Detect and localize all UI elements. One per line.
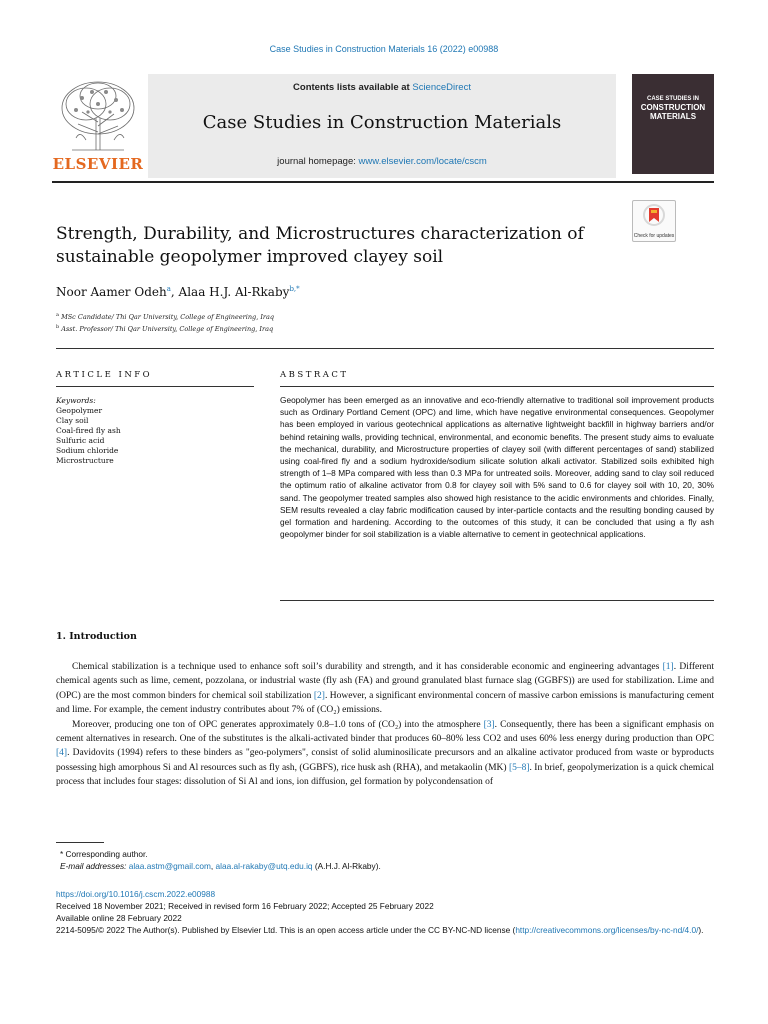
introduction-body <box>56 660 714 790</box>
keywords-label: Keywords: <box>56 396 96 405</box>
abstract-rule <box>280 386 714 387</box>
received-dates: Received 18 November 2021; Received in revised form 16 February 2022; Accepted 25 February 2022 <box>56 901 434 911</box>
journal-cover-thumbnail[interactable] <box>632 74 714 174</box>
cover-line-2: CONSTRUCTION MATERIALS <box>640 103 706 121</box>
affiliation <box>56 312 274 321</box>
homepage-link[interactable]: www.elsevier.com/locate/cscm <box>358 156 487 167</box>
email-suffix: (A.H.J. Al-Rkaby). <box>312 861 381 871</box>
author-name[interactable]: Noor Aamer Odeh <box>56 285 167 299</box>
paragraph-text: . Consequently, there has been a significant emphasis on cement alternatives in research. One of the substitutes is the alkali-activated binder that produces 60–80% less CO2 and uses 60% less energy during production than OPC <box>56 719 715 745</box>
article-divider <box>56 348 714 349</box>
abstract-text: Geopolymer has been emerged as an innovative and eco-friendly alternative to traditional soil improvement products such as Ordinary Portland Cement (OPC) and lime, which have negative environmental consequences. Geopolymer has been employed in various geotechnical applications as alternative lightweight backfill in highway barriers and/or behind retaining walls, providing technical, environmental, and economic benefits. The present study aims to evaluate the mechanical, durability, and Microstructure properties of clayey soil (with different percentages of sand) stabilized using coal-fired fly and a sodium hydroxide/sodium silicate solution alkali activator. Stabilized soils exhibited high strength of 1–8 MPa compared with less than 0.3 MPa for untreated soils. Moreover, adding sand to clay soil reduced the optimum ratio of alkaline activator from 0.8 for clayey soil with 5% sand to 0.6 for clayey soil with 10, 20, 30% sand. The geopolymer treated samples also showed high resistance to the acidic environments and chlorides. Finally, SEM results revealed a clay fabric modification caused by inter-particle contacts and the resulting bonding caused by gel formation and hardening. According to the outcomes of this study, it can be concluded that using a fly ash geopolymer binder for soil stabilization is a viable alternative to cement in geotechnical applications. <box>280 395 714 540</box>
affiliation-marker: a <box>56 312 59 318</box>
check-for-updates-label: Check for updates <box>633 232 675 239</box>
email-line <box>56 860 714 872</box>
affiliation-text: Asst. Professor/ Thi Qar University, College of Engineering, Iraq <box>61 325 274 334</box>
keyword: Geopolymer <box>56 406 103 415</box>
bookmark-icon <box>633 201 675 231</box>
sciencedirect-link[interactable]: ScienceDirect <box>412 82 471 93</box>
keyword: Sulfuric acid <box>56 436 105 445</box>
keyword: Sodium chloride <box>56 446 119 455</box>
doi-link[interactable]: https://doi.org/10.1016/j.cscm.2022.e00988 <box>56 889 216 899</box>
license-text: 2214-5095/© 2022 The Author(s). Published by Elsevier Ltd. This is an open access article under the CC BY-NC-ND license ( <box>56 925 516 935</box>
keyword: Microstructure <box>56 456 114 465</box>
journal-reference[interactable]: Case Studies in Construction Materials 16 (2022) e00988 <box>269 44 499 54</box>
paragraph <box>56 660 714 718</box>
keyword: Coal-fired fly ash <box>56 426 121 435</box>
paragraph-text: . Davidovits (1994) refers to these binders as "geo-polymers", consist of solid aluminosilicate precursors and an alkaline activator produced from waste or byproducts possessing high amorphous Si and Al resources such as fly ash, (GGBFS), rice husk ash (RHA), and metakaolin (MK) <box>56 748 714 773</box>
article-info-heading: ARTICLE INFO <box>56 370 153 380</box>
citation-link[interactable]: [2] <box>313 690 325 701</box>
affiliation <box>56 324 273 333</box>
keyword: Clay soil <box>56 416 89 425</box>
paragraph-text: . However, a significant environmental concern of massive carbon emissions is manufacturing cement and lime. For example, the cement industry contributes about 7% of (CO₂) emissions. <box>56 690 715 716</box>
article-title: Strength, Durability, and Microstructures characterization of sustainable geopolymer improved clayey soil <box>56 224 584 267</box>
homepage-line <box>148 156 616 167</box>
paragraph-text: . Different chemical agents such as lime, cement, pozzolana, or industrial waste (fly ash (FA) and ground granulated blast furnace slag (GGBFS)) are used for stabilization. Lime and (OPC) are the most common binders for chemical soil stabilization <box>56 662 714 701</box>
corresponding-author-note: * Corresponding author. <box>60 849 148 859</box>
keywords-list <box>56 396 121 466</box>
email-separator: , <box>210 861 216 871</box>
affiliation-text: MSc Candidate/ Thi Qar University, College of Engineering, Iraq <box>61 313 275 322</box>
citation-link[interactable]: [3] <box>483 719 495 730</box>
citation-link[interactable]: [4] <box>56 748 68 759</box>
available-online: Available online 28 February 2022 <box>56 913 182 923</box>
paragraph-text: . In brief, geopolymerization is a quick chemical process that includes four stages: dissolution of Si Al and ions, ion diffusion, gel formation by polycondensation of <box>56 762 714 788</box>
abstract-bottom-rule <box>280 600 714 601</box>
elsevier-wordmark: ELSEVIER <box>52 155 144 173</box>
journal-name: Case Studies in Construction Materials <box>202 112 562 133</box>
cover-title <box>636 96 710 121</box>
cover-line-1: CASE STUDIES IN <box>646 96 699 102</box>
abstract-heading: ABSTRACT <box>280 370 349 380</box>
paragraph <box>56 718 714 790</box>
header-divider <box>52 181 714 183</box>
license-text-end: ). <box>698 925 704 935</box>
contents-line <box>148 82 616 93</box>
homepage-prefix: journal homepage: <box>277 156 359 167</box>
email-link[interactable]: alaa.astm@gmail.com <box>128 861 211 871</box>
paragraph-text: Chemical stabilization is a technique used to enhance soft soil’s durability and strength, and it has considerable economic and engineering advantages <box>72 662 663 672</box>
contents-prefix: Contents lists available at <box>293 82 413 93</box>
author-list <box>56 285 300 299</box>
affiliation-marker: b <box>56 324 60 330</box>
publication-info <box>56 888 714 936</box>
footnotes <box>56 848 714 872</box>
email-link[interactable]: alaa.al-rakaby@utq.edu.iq <box>215 861 313 871</box>
citation-link[interactable]: [5–8] <box>508 762 530 773</box>
check-for-updates-badge[interactable] <box>632 200 676 242</box>
license-statement <box>56 924 714 936</box>
license-link[interactable]: http://creativecommons.org/licenses/by-nc-nd/4.0/ <box>515 925 699 935</box>
footnote-rule <box>56 842 104 843</box>
author-name[interactable]: Alaa H.J. Al-Rkaby <box>178 285 290 299</box>
section-heading-introduction: 1. Introduction <box>56 631 137 642</box>
email-label: E-mail addresses: <box>60 861 129 871</box>
paragraph-text: Moreover, producing one ton of OPC generates approximately 0.8–1.0 tons of (CO₂) into the atmosphere <box>72 719 484 730</box>
article-info-rule <box>56 386 254 387</box>
author-affiliation-marker[interactable]: a <box>166 285 171 293</box>
citation-link[interactable]: [1] <box>662 662 674 672</box>
author-separator: , <box>170 285 179 299</box>
author-affiliation-marker[interactable]: b,* <box>289 285 300 293</box>
